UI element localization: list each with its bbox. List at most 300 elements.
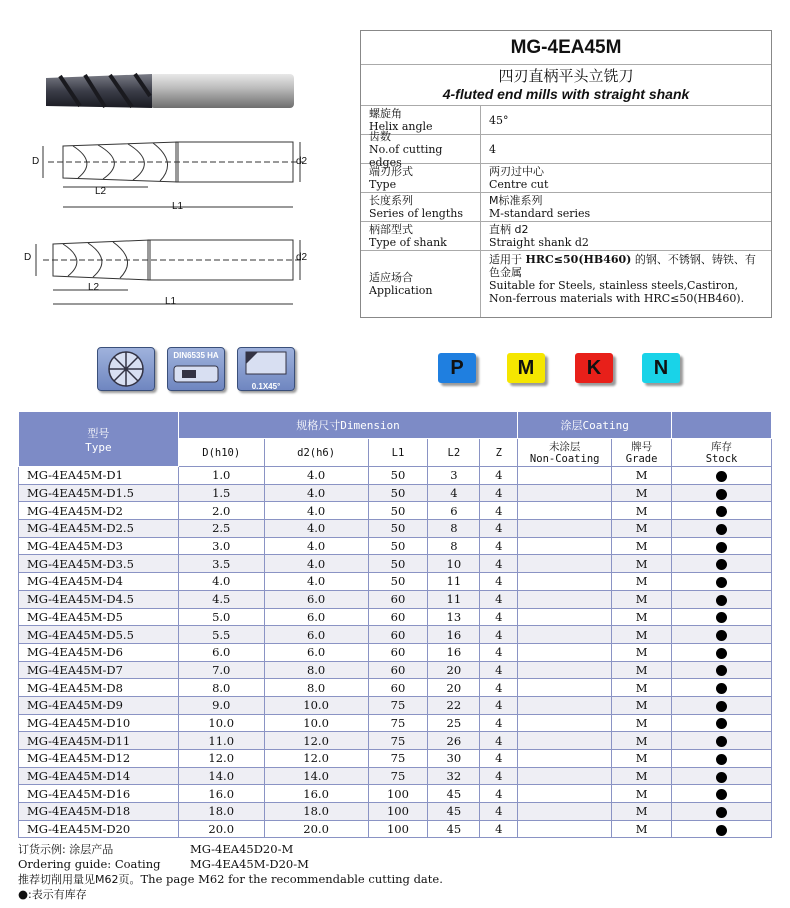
cell-l2: 30 — [428, 750, 480, 768]
cell-stock — [672, 643, 772, 661]
cell-stock — [672, 679, 772, 697]
cell-l2: 11 — [428, 590, 480, 608]
table-row — [19, 785, 772, 803]
application-zh-post: 的钢、不锈钢、铸铁、有色金属 — [489, 253, 756, 279]
cell-type: MG-4EA45M-D1.5 — [19, 484, 179, 502]
cell-stock — [672, 661, 772, 679]
cell-d: 11.0 — [178, 732, 264, 750]
table-row — [19, 537, 772, 555]
spec-key-zh: 齿数 — [369, 129, 391, 143]
cell-type: MG-4EA45M-D4.5 — [19, 590, 179, 608]
spec-key-en: Application — [369, 284, 433, 297]
cell-z: 4 — [480, 696, 518, 714]
cell-d2: 6.0 — [264, 590, 368, 608]
cell-d: 1.5 — [178, 484, 264, 502]
cell-d2: 6.0 — [264, 643, 368, 661]
cell-stock — [672, 767, 772, 785]
cell-l1: 50 — [368, 520, 428, 538]
spec-row-edges — [361, 129, 771, 169]
cell-z: 4 — [480, 803, 518, 821]
header-l1: L1 — [368, 439, 428, 467]
table-row — [19, 467, 772, 485]
cell-stock — [672, 608, 772, 626]
cell-grade: M — [612, 484, 672, 502]
spec-value-zh: M标准系列 — [489, 194, 543, 207]
table-row — [19, 555, 772, 573]
cell-z: 4 — [480, 785, 518, 803]
stock-dot-icon — [716, 612, 727, 623]
cell-z: 4 — [480, 590, 518, 608]
stock-dot-icon — [716, 683, 727, 694]
material-k-badge: K — [575, 353, 613, 383]
cell-grade: M — [612, 520, 672, 538]
table-row — [19, 643, 772, 661]
stock-dot-icon — [716, 736, 727, 747]
cell-stock — [672, 467, 772, 485]
cell-non-coating — [518, 502, 612, 520]
cell-type: MG-4EA45M-D1 — [19, 467, 179, 485]
stock-dot-icon — [716, 577, 727, 588]
cell-non-coating — [518, 750, 612, 768]
cell-type: MG-4EA45M-D7 — [19, 661, 179, 679]
table-row — [19, 661, 772, 679]
header-d: D(h10) — [178, 439, 264, 467]
cell-l1: 50 — [368, 484, 428, 502]
cell-l1: 75 — [368, 696, 428, 714]
header-stock-en: Stock — [705, 452, 738, 465]
cell-type: MG-4EA45M-D5 — [19, 608, 179, 626]
header-coating: 涂层Coating — [518, 412, 672, 439]
stock-dot-icon — [716, 506, 727, 517]
stock-dot-icon — [716, 559, 727, 570]
dim-d-label-2: D — [24, 252, 32, 263]
stock-dot-icon — [716, 754, 727, 765]
stock-dot-icon — [716, 718, 727, 729]
cell-type: MG-4EA45M-D2 — [19, 502, 179, 520]
cell-stock — [672, 537, 772, 555]
cell-non-coating — [518, 643, 612, 661]
din-label: DIN6535 HA — [173, 351, 219, 360]
dim-l1-label-2: L1 — [165, 296, 177, 307]
stock-legend-dot: ● — [18, 887, 29, 901]
header-d2: d2(h6) — [264, 439, 368, 467]
cell-d: 16.0 — [178, 785, 264, 803]
cell-stock — [672, 696, 772, 714]
cell-d2: 4.0 — [264, 555, 368, 573]
table-row — [19, 484, 772, 502]
cell-l1: 75 — [368, 750, 428, 768]
cell-d: 9.0 — [178, 696, 264, 714]
cell-l1: 100 — [368, 785, 428, 803]
cell-stock — [672, 820, 772, 838]
cell-z: 4 — [480, 714, 518, 732]
cell-l2: 45 — [428, 785, 480, 803]
cell-d2: 4.0 — [264, 520, 368, 538]
spec-value: 45° — [489, 113, 509, 127]
cell-l1: 100 — [368, 803, 428, 821]
cell-d2: 8.0 — [264, 679, 368, 697]
table-row — [19, 502, 772, 520]
cell-d: 4.0 — [178, 573, 264, 591]
dim-l2-label-2: L2 — [88, 282, 100, 293]
product-photo — [40, 60, 300, 120]
dim-d-label-1: D — [32, 156, 40, 167]
cell-d2: 20.0 — [264, 820, 368, 838]
spec-value-zh: 两刃过中心 — [489, 165, 544, 178]
cell-d2: 12.0 — [264, 732, 368, 750]
cell-stock — [672, 555, 772, 573]
cell-l1: 60 — [368, 590, 428, 608]
cell-stock — [672, 573, 772, 591]
cell-l1: 50 — [368, 502, 428, 520]
cell-d: 5.5 — [178, 626, 264, 644]
spec-key-en: Series of lengths — [369, 207, 463, 220]
cell-l2: 3 — [428, 467, 480, 485]
cell-z: 4 — [480, 679, 518, 697]
cell-stock — [672, 785, 772, 803]
spec-key-en: No.of cutting edges — [369, 142, 443, 169]
product-name-zh: 四刃直柄平头立铣刀 — [498, 67, 634, 85]
cell-l2: 11 — [428, 573, 480, 591]
dim-d2-label-1: d2 — [296, 156, 308, 167]
cell-z: 4 — [480, 820, 518, 838]
cell-l2: 20 — [428, 679, 480, 697]
cell-d2: 10.0 — [264, 714, 368, 732]
product-name-en: 4-fluted end mills with straight shank — [442, 86, 690, 102]
cell-type: MG-4EA45M-D4 — [19, 573, 179, 591]
spec-row-shank — [361, 222, 771, 251]
cell-l2: 45 — [428, 820, 480, 838]
order-en-label: Ordering guide: Coating — [18, 857, 161, 871]
cell-non-coating — [518, 767, 612, 785]
spec-key-en: Type of shank — [369, 236, 447, 249]
cell-grade: M — [612, 750, 672, 768]
cell-type: MG-4EA45M-D5.5 — [19, 626, 179, 644]
cell-type: MG-4EA45M-D18 — [19, 803, 179, 821]
table-row — [19, 626, 772, 644]
cell-z: 4 — [480, 484, 518, 502]
cell-non-coating — [518, 590, 612, 608]
cell-l1: 50 — [368, 573, 428, 591]
cell-grade: M — [612, 661, 672, 679]
cell-grade: M — [612, 590, 672, 608]
product-table — [18, 411, 772, 838]
stock-dot-icon — [716, 772, 727, 783]
stock-dot-icon — [716, 789, 727, 800]
spec-row-length — [361, 193, 771, 222]
cell-non-coating — [518, 467, 612, 485]
cell-grade: M — [612, 467, 672, 485]
header-grade-zh: 牌号 — [631, 440, 653, 453]
stock-dot-icon — [716, 630, 727, 641]
table-row — [19, 750, 772, 768]
cell-non-coating — [518, 520, 612, 538]
stock-dot-icon — [716, 524, 727, 535]
cell-l1: 60 — [368, 661, 428, 679]
stock-dot-icon — [716, 825, 727, 836]
cell-l2: 32 — [428, 767, 480, 785]
cell-non-coating — [518, 696, 612, 714]
header-grade-en: Grade — [625, 452, 658, 465]
product-code: MG-4EA45M — [361, 31, 771, 65]
stock-dot-icon — [716, 542, 727, 553]
cell-stock — [672, 520, 772, 538]
header-type — [19, 412, 179, 467]
cell-d: 1.0 — [178, 467, 264, 485]
cell-l2: 4 — [428, 484, 480, 502]
dim-l1-label-1: L1 — [172, 201, 184, 212]
cell-z: 4 — [480, 767, 518, 785]
spec-value-en: Centre cut — [489, 178, 549, 191]
cell-l1: 50 — [368, 537, 428, 555]
table-row — [19, 696, 772, 714]
cell-l1: 60 — [368, 679, 428, 697]
cell-l1: 75 — [368, 732, 428, 750]
spec-key-en: Type — [369, 178, 397, 191]
cell-d2: 6.0 — [264, 626, 368, 644]
material-p-badge: P — [438, 353, 476, 383]
cell-grade: M — [612, 767, 672, 785]
cell-z: 4 — [480, 732, 518, 750]
spec-key-zh: 长度系列 — [369, 194, 413, 207]
cell-type: MG-4EA45M-D2.5 — [19, 520, 179, 538]
cell-grade: M — [612, 608, 672, 626]
cell-l2: 25 — [428, 714, 480, 732]
order-zh-label: 订货示例: 涂层产品 — [18, 843, 114, 856]
header-type-en: Type — [85, 440, 112, 454]
cell-l1: 60 — [368, 643, 428, 661]
cell-grade: M — [612, 626, 672, 644]
cell-l2: 26 — [428, 732, 480, 750]
cell-type: MG-4EA45M-D11 — [19, 732, 179, 750]
cell-stock — [672, 484, 772, 502]
table-row — [19, 803, 772, 821]
spec-value-zh: 直柄 d2 — [489, 223, 529, 236]
cutting-note-zh: 推荐切削用量见M62页。 — [18, 873, 141, 886]
cell-d2: 16.0 — [264, 785, 368, 803]
cell-l2: 8 — [428, 537, 480, 555]
spec-key-zh: 端刃形式 — [369, 165, 413, 178]
cell-d2: 10.0 — [264, 696, 368, 714]
cell-grade: M — [612, 537, 672, 555]
cell-l1: 75 — [368, 714, 428, 732]
cell-stock — [672, 502, 772, 520]
cell-l2: 13 — [428, 608, 480, 626]
cell-l2: 22 — [428, 696, 480, 714]
cell-d: 3.5 — [178, 555, 264, 573]
cell-type: MG-4EA45M-D10 — [19, 714, 179, 732]
cell-z: 4 — [480, 502, 518, 520]
header-grade — [612, 439, 672, 467]
material-n-badge: N — [642, 353, 680, 383]
cell-type: MG-4EA45M-D3 — [19, 537, 179, 555]
cell-z: 4 — [480, 537, 518, 555]
cell-non-coating — [518, 608, 612, 626]
cell-d: 3.0 — [178, 537, 264, 555]
cell-stock — [672, 626, 772, 644]
cell-z: 4 — [480, 467, 518, 485]
cell-l2: 8 — [428, 520, 480, 538]
spec-key-zh: 柄部型式 — [369, 223, 413, 236]
stock-dot-icon — [716, 648, 727, 659]
table-row — [19, 590, 772, 608]
cell-l2: 45 — [428, 803, 480, 821]
stock-dot-icon — [716, 665, 727, 676]
cell-d2: 8.0 — [264, 661, 368, 679]
cell-type: MG-4EA45M-D16 — [19, 785, 179, 803]
dim-d2-label-2: d2 — [296, 252, 308, 263]
cell-type: MG-4EA45M-D6 — [19, 643, 179, 661]
cell-d: 10.0 — [178, 714, 264, 732]
cell-z: 4 — [480, 573, 518, 591]
stock-dot-icon — [716, 807, 727, 818]
table-row — [19, 767, 772, 785]
table-row — [19, 732, 772, 750]
cell-z: 4 — [480, 608, 518, 626]
cell-stock — [672, 803, 772, 821]
table-row — [19, 820, 772, 838]
application-zh — [489, 253, 763, 279]
stock-dot-icon — [716, 701, 727, 712]
spec-row-type — [361, 164, 771, 193]
cell-non-coating — [518, 732, 612, 750]
chamfer-label: 0.1X45° — [251, 382, 281, 391]
cell-non-coating — [518, 555, 612, 573]
cell-non-coating — [518, 537, 612, 555]
dim-l2-label-1: L2 — [95, 186, 107, 197]
spec-value: 4 — [489, 142, 496, 156]
cell-non-coating — [518, 661, 612, 679]
spec-key-zh: 适应场合 — [369, 271, 413, 284]
stock-legend — [18, 887, 87, 902]
cell-stock — [672, 590, 772, 608]
table-row — [19, 608, 772, 626]
cell-non-coating — [518, 484, 612, 502]
cell-d: 5.0 — [178, 608, 264, 626]
spec-key-en: Helix angle — [369, 120, 433, 133]
cell-l2: 10 — [428, 555, 480, 573]
cell-l2: 16 — [428, 643, 480, 661]
cell-l1: 75 — [368, 767, 428, 785]
application-zh-pre: 适用于 — [489, 253, 526, 266]
cell-grade: M — [612, 573, 672, 591]
cell-z: 4 — [480, 643, 518, 661]
cell-stock — [672, 732, 772, 750]
cell-non-coating — [518, 573, 612, 591]
table-row — [19, 573, 772, 591]
spec-value-en: Straight shank d2 — [489, 236, 589, 249]
cell-grade: M — [612, 785, 672, 803]
cell-non-coating — [518, 803, 612, 821]
chamfer-icon — [237, 347, 295, 391]
header-blank — [672, 412, 772, 439]
cell-grade: M — [612, 679, 672, 697]
header-non-coating-en: Non-Coating — [529, 452, 600, 465]
cell-grade: M — [612, 696, 672, 714]
spec-value-en: M-standard series — [489, 207, 591, 220]
cell-non-coating — [518, 679, 612, 697]
cell-non-coating — [518, 714, 612, 732]
cell-stock — [672, 714, 772, 732]
header-stock-zh: 库存 — [711, 440, 733, 453]
spec-key-zh: 螺旋角 — [369, 107, 402, 120]
stock-dot-icon — [716, 595, 727, 606]
cell-d2: 6.0 — [264, 608, 368, 626]
cell-z: 4 — [480, 626, 518, 644]
spec-row-application — [361, 251, 771, 317]
cell-l2: 16 — [428, 626, 480, 644]
application-en-2: Non-ferrous materials with HRC≤50(HB460). — [489, 292, 745, 305]
cell-z: 4 — [480, 750, 518, 768]
application-en-1: Suitable for Steels, stainless steels,Castiron, — [489, 279, 739, 292]
cell-d: 2.5 — [178, 520, 264, 538]
cell-d: 20.0 — [178, 820, 264, 838]
header-l2: L2 — [428, 439, 480, 467]
order-guide-zh — [18, 842, 113, 857]
material-m-badge: M — [507, 353, 545, 383]
cell-d: 8.0 — [178, 679, 264, 697]
cell-d2: 4.0 — [264, 573, 368, 591]
header-non-coating-zh: 未涂层 — [548, 440, 581, 453]
cell-d: 12.0 — [178, 750, 264, 768]
header-type-zh: 型号 — [87, 426, 110, 440]
header-z: Z — [480, 439, 518, 467]
cell-d2: 12.0 — [264, 750, 368, 768]
cell-type: MG-4EA45M-D3.5 — [19, 555, 179, 573]
stock-legend-text: :表示有库存 — [28, 888, 87, 901]
cell-type: MG-4EA45M-D9 — [19, 696, 179, 714]
cell-l2: 6 — [428, 502, 480, 520]
cell-l1: 50 — [368, 555, 428, 573]
centre-cut-icon — [97, 347, 155, 391]
cell-d: 14.0 — [178, 767, 264, 785]
cell-stock — [672, 750, 772, 768]
cell-type: MG-4EA45M-D8 — [19, 679, 179, 697]
din-shank-icon — [167, 347, 225, 391]
order-zh-value: MG-4EA45D20-M — [190, 842, 294, 856]
table-row — [19, 520, 772, 538]
cell-d2: 4.0 — [264, 484, 368, 502]
cell-d: 4.5 — [178, 590, 264, 608]
cell-grade: M — [612, 502, 672, 520]
cell-l1: 100 — [368, 820, 428, 838]
cell-l2: 20 — [428, 661, 480, 679]
spec-box — [360, 30, 772, 318]
cell-grade: M — [612, 820, 672, 838]
cell-grade: M — [612, 643, 672, 661]
application-zh-bold: HRC≤50(HB460) — [525, 253, 632, 266]
cell-d2: 18.0 — [264, 803, 368, 821]
cutting-note — [18, 872, 443, 887]
cell-non-coating — [518, 626, 612, 644]
cell-z: 4 — [480, 520, 518, 538]
cell-grade: M — [612, 714, 672, 732]
cell-d2: 4.0 — [264, 502, 368, 520]
header-non-coating — [518, 439, 612, 467]
cell-type: MG-4EA45M-D14 — [19, 767, 179, 785]
cell-grade: M — [612, 732, 672, 750]
cell-d: 7.0 — [178, 661, 264, 679]
cell-grade: M — [612, 555, 672, 573]
cell-l1: 50 — [368, 467, 428, 485]
header-stock — [672, 439, 772, 467]
cell-d2: 14.0 — [264, 767, 368, 785]
header-dimension: 规格尺寸Dimension — [178, 412, 517, 439]
cutting-note-en: The page M62 for the recommendable cutting date. — [140, 872, 443, 886]
product-name — [361, 65, 771, 106]
cell-grade: M — [612, 803, 672, 821]
stock-dot-icon — [716, 489, 727, 500]
